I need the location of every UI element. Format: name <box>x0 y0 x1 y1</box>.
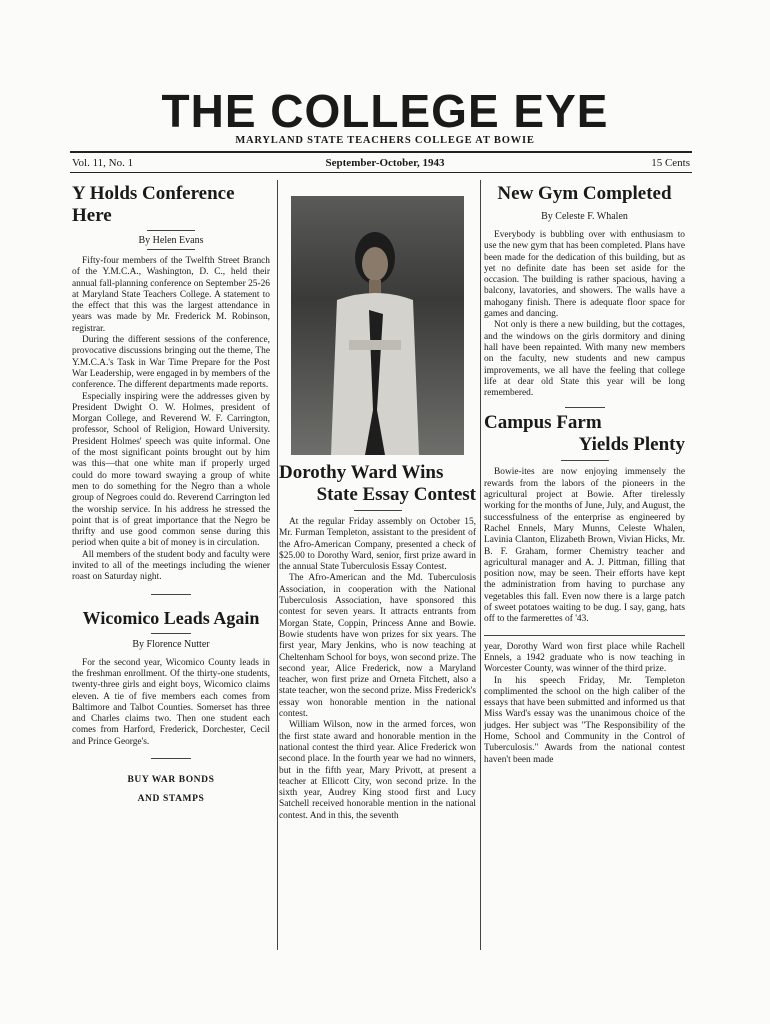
byline-celeste-whalen: By Celeste F. Whalen <box>541 211 628 222</box>
paragraph: Especially inspiring were the addresses given by President Dwight O. W. Holmes, president of Morgan College, and Reverend W. F. Carrington, professor, School of Religion, Howard University. President Holmes' speech was quite informal. One of the most significant points brought out by him was this—that one white man if properly urged could do more toward swaying a group of white men to do something for the Negro than a whole group of Negroes could do. Reverend Carrington led the worship service. In his address he stressed the point that is of great importance that the Negro be thrifty and use good common sense during this period when quite a bit of money is in circulation. <box>72 391 270 549</box>
paragraph: The Afro-American and the Md. Tuberculosis Association, in cooperation with the National Tuberculosis Association, have sponsored this contest for seven years. It attracts entrants from Morgan State, Coppin, Princess Anne and Bowie. Bowie students have won prizes for six years. The first year, Mary Jenkins, who is now teaching at Cheltenham School for boys, won second prize. The second year, Alice Frederick, now a Maryland teacher, won first prize and Orneta Fitchett, also a state teacher, won the second prize. Miss Frederick's essay won honorable mention in the national contest. <box>279 573 476 720</box>
paragraph: During the different sessions of the conference, provocative discussions bringing out the theme, The Y.M.C.A.'s Task in War Time Prepare for the Post War Leadership, were engaged in by members of the conference. The different departments made reports. <box>72 335 270 391</box>
section-rule <box>484 635 685 636</box>
paragraph: In his speech Friday, Mr. Templeton complimented the school on the high caliber of the essays that have been submitted and informed us that Miss Ward's essay was the unanimous choice of the judges. Her subject was "The Responsibility of the Home, School and Community in the Control of Tuberculosis." Awards from the national contest haven't been made <box>484 675 685 765</box>
divider <box>354 510 402 511</box>
headline-campus-farm: Campus Farm <box>484 412 602 434</box>
column-rule-left <box>277 180 278 950</box>
paragraph: Not only is there a new building, but the cottages, and the windows on the girls dormitory and dining hall have been repainted. With many new members on the faculty, new students and new campus improvements, we all have the feeling that college life at dear old State this year will be long remembered. <box>484 320 685 399</box>
headline-dorothy-ward: Dorothy Ward Wins <box>279 462 444 483</box>
slogan-line: BUY WAR BONDS <box>127 774 215 785</box>
article-new-gym <box>484 230 685 399</box>
masthead-title: THE COLLEGE EYE <box>161 85 609 137</box>
divider <box>151 594 191 595</box>
article-essay-contest <box>279 517 476 822</box>
article-essay-contest-continued <box>484 642 685 766</box>
paragraph: year, Dorothy Ward won first place while Rachell Ennels, a 1942 graduate who is now teaching in Worcester County, was winner of the third prize. <box>484 641 685 675</box>
article-campus-farm <box>484 467 685 625</box>
headline-new-gym: New Gym Completed <box>497 183 672 204</box>
war-bonds-notice <box>72 771 270 809</box>
article-wicomico <box>72 658 270 748</box>
headline-yields-plenty: Yields Plenty <box>578 434 685 456</box>
portrait-photo <box>291 196 464 455</box>
divider <box>147 249 195 250</box>
column-1 <box>72 183 270 809</box>
headline-wicomico: Wicomico Leads Again <box>82 607 260 628</box>
divider <box>147 230 195 231</box>
portrait-figure-icon <box>329 230 421 455</box>
byline-helen-evans: By Helen Evans <box>138 235 204 246</box>
divider <box>565 407 605 408</box>
paragraph: Fifty-four members of the Twelfth Street Branch of the Y.M.C.A., Washington, D. C., held their annual fall-planning conference on September 25-26 at Maryland State Teachers College. A statement to the effect that this was the largest attendance in years was made by Mr. Frederick M. Robinson, registrar. <box>72 256 270 334</box>
article-y-conference <box>72 256 270 584</box>
column-3 <box>484 183 685 766</box>
issue-price: 15 Cents <box>651 157 690 169</box>
divider <box>151 758 191 759</box>
paragraph: Everybody is bubbling over with enthusiasm to use the new gym that has been completed. Plans have been made for the dedication of this building, but as yet no definite date has been set aside for the occasion. The building is rather spacious, having a balcony, lavatories, and showers. The walls have a mahogany finish. There is adequate floor space for games and dancing. <box>484 230 685 320</box>
paragraph: William Wilson, now in the armed forces, won the first state award and honorable mention in the national contest the third year. Alice Frederick won second place. In the fourth year we had no winners, but in the fifth year, Mary Privott, at present a teacher at Ellicott City, won second prize. In the sixth year, Audrey King stood first and Lucy Satchell received honorable mention in the national contest. And in this, the seventh <box>279 720 476 821</box>
column-2 <box>279 462 476 822</box>
volume-number: Vol. 11, No. 1 <box>72 157 134 169</box>
column-rule-right <box>480 180 481 950</box>
byline-florence-nutter: By Florence Nutter <box>132 638 210 650</box>
headline-y-conference: Y Holds Conference Here <box>72 183 235 226</box>
divider <box>561 460 609 461</box>
paragraph: Bowie-ites are now enjoying immensely the rewards from the labors of the pioneers in the agricultural project at Bowie. After tirelessly working for the months of June, July, and August, the successfulness of the enterprise as engineered by Rachel Ennels, Mary Munns, Celeste Whalen, Lavinia Clanton, Elizabeth Brown, Vivian Hicks, Mr. B. F. Graham, former Chemistry teacher and agricultural manager and A. J. Pittman, filling that position now, may be seen. Their efforts have kept the administration from having to purchase any vegetables this fall. Even now there is a large patch of sweet potatoes waiting to be dug. I say, gang, hats off to the farmerettes of '43. <box>484 467 685 625</box>
headline-essay-contest: State Essay Contest <box>316 484 476 505</box>
paragraph: At the regular Friday assembly on October 15, Mr. Furman Templeton, assistant to the president of the Afro-American Company, presented a check of $25.00 to Dorothy Ward, senior, first prize award in the annual State Tuberculosis Essay Contest. <box>279 517 476 573</box>
paragraph: All members of the student body and faculty were invited to all of the meetings including the wiener roast on Saturday night. <box>72 549 270 583</box>
masthead-subtitle: MARYLAND STATE TEACHERS COLLEGE AT BOWIE <box>235 135 535 146</box>
top-rule <box>70 151 692 153</box>
paragraph: For the second year, Wicomico County leads in the freshman enrollment. Of the thirty-one students, twenty-three girls and eight boys, Wicomico claims eleven. A tie of five members each comes from Baltimore and Talbot Counties. Somerset has three and Charles claims two. Then one student each comes from Harford, Frederick, Dorchester, Cecil and Prince George's. <box>72 657 270 747</box>
issue-date: September-October, 1943 <box>325 157 445 169</box>
divider <box>151 633 191 634</box>
bottom-rule <box>70 172 692 173</box>
slogan-line: AND STAMPS <box>137 793 205 804</box>
